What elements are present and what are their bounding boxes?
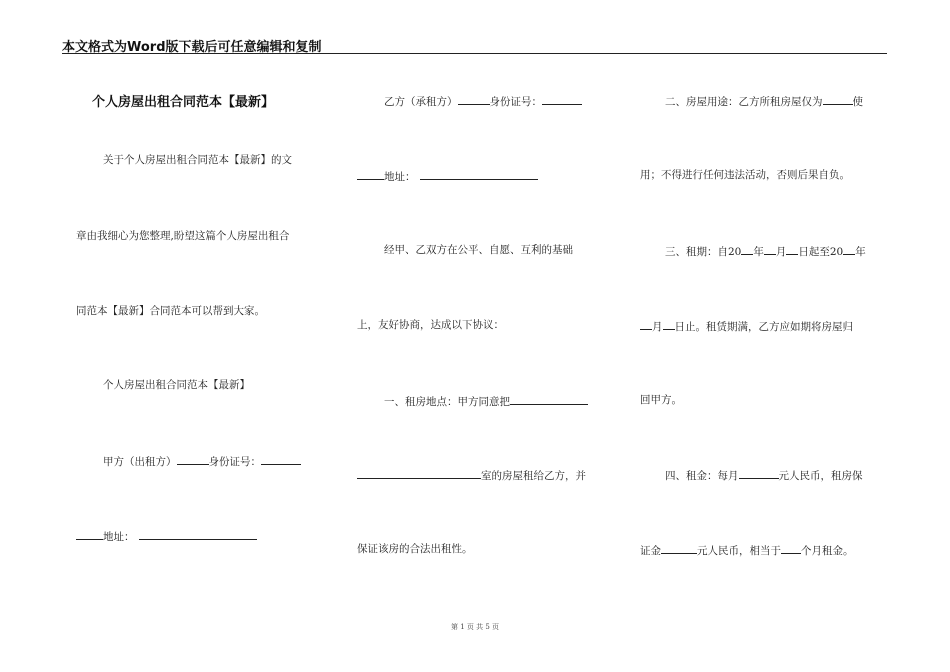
term-end-month-blank — [640, 318, 652, 330]
term-end-year-blank — [843, 243, 855, 255]
consult-line-2: 上，友好协商，达成以下协议： — [357, 319, 504, 331]
use-line-2: 用；不得进行任何违法活动，否则后果自负。 — [640, 169, 850, 181]
address-b-lead-blank — [357, 168, 384, 180]
address-a-line — [76, 528, 257, 544]
term-start-month-blank — [764, 243, 776, 255]
term-end-month-char: 月 — [652, 321, 663, 333]
term-end-prefix: 日起至20 — [798, 246, 844, 258]
months-blank — [781, 542, 801, 554]
use-purpose-blank — [823, 93, 853, 105]
party-b-name-blank — [458, 93, 490, 105]
location-line-2 — [357, 467, 586, 483]
monthly-rent-blank — [739, 467, 779, 479]
page-number: 第 1 页 共 5 页 — [450, 623, 500, 631]
intro-line-1: 关于个人房屋出租合同范本【最新】的文 — [103, 154, 292, 166]
deposit-label: 证金 — [640, 545, 661, 557]
party-a-name-blank — [177, 453, 209, 465]
subtitle: 个人房屋出租合同范本【最新】 — [103, 379, 250, 391]
id-label-b: 身份证号： — [489, 96, 542, 108]
id-a-blank — [261, 453, 301, 465]
id-b-blank — [542, 93, 582, 105]
term-start-prefix: 三、租期：自20 — [665, 246, 742, 258]
location-label: 一、租房地点：甲方同意把 — [384, 396, 510, 408]
location-room-text: 室的房屋租给乙方，并 — [481, 470, 586, 482]
deposit-equivalent-text: 元人民币，相当于 — [697, 545, 781, 557]
address-b-label: 地址： — [384, 171, 416, 183]
room-blank — [357, 467, 481, 479]
deposit-blank — [661, 542, 697, 554]
term-line-2 — [640, 318, 853, 334]
address-b-line — [357, 168, 538, 184]
term-start-day-blank — [786, 243, 798, 255]
party-b-line — [384, 93, 582, 109]
location-line-3: 保证该房的合法出租性。 — [357, 543, 473, 555]
address-b-blank — [420, 168, 538, 180]
term-line-3: 回甲方。 — [640, 394, 682, 406]
address-a-blank — [139, 528, 257, 540]
intro-line-3: 同范本【最新】合同范本可以帮到大家。 — [76, 305, 265, 317]
use-end: 使 — [852, 96, 863, 108]
term-line-1 — [665, 243, 866, 259]
term-end-day-blank — [663, 318, 675, 330]
document-header: 本文格式为Word版下载后可任意编辑和复制 — [62, 40, 322, 55]
term-end-year-char: 年 — [855, 246, 866, 258]
party-b-label: 乙方（承租方） — [384, 96, 458, 108]
address-a-lead-blank — [76, 528, 103, 540]
term-start-year-blank — [741, 243, 753, 255]
rent-line-1 — [665, 467, 863, 483]
document-title: 个人房屋出租合同范本【最新】 — [92, 95, 275, 110]
header-rule — [62, 53, 887, 54]
id-label-a: 身份证号： — [208, 456, 261, 468]
party-a-line — [103, 453, 301, 469]
term-month-char: 月 — [775, 246, 787, 258]
intro-line-2: 章由我细心为您整理,盼望这篇个人房屋出租合 — [76, 230, 290, 242]
address-a-label: 地址： — [103, 531, 135, 543]
rent-currency-text: 元人民币，租房保 — [778, 470, 863, 482]
use-line-1 — [665, 93, 863, 109]
term-end-text: 日止。租赁期满，乙方应如期将房屋归 — [674, 321, 853, 333]
months-rent-text: 个月租金。 — [801, 545, 854, 557]
rent-label: 四、租金：每月 — [665, 470, 739, 482]
use-label: 二、房屋用途：乙方所租房屋仅为 — [665, 96, 823, 108]
location-address-blank — [510, 393, 588, 405]
party-a-label: 甲方（出租方） — [103, 456, 177, 468]
term-year-char: 年 — [753, 246, 764, 258]
consult-line-1: 经甲、乙双方在公平、自愿、互利的基础 — [384, 244, 573, 256]
location-line-1 — [384, 393, 588, 409]
rent-line-2 — [640, 542, 854, 558]
